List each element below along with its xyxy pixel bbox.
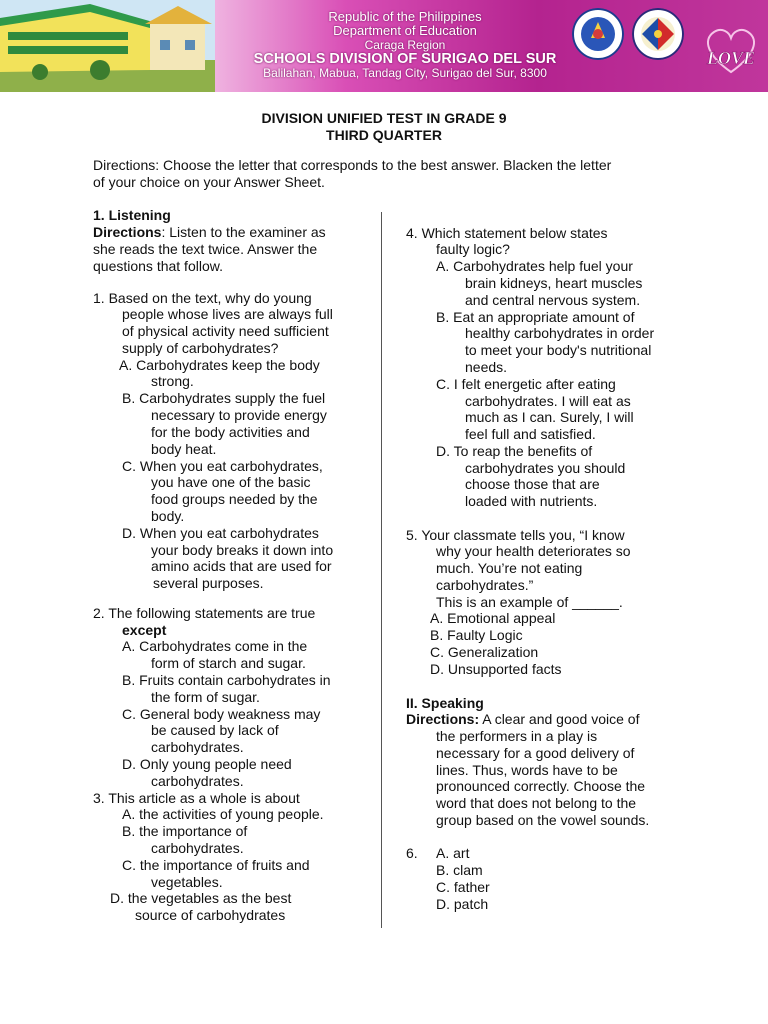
- speaking-directions-text: A clear and good voice of: [479, 711, 640, 727]
- q2-option-b: the form of sugar.: [151, 689, 260, 705]
- q1-option-b: necessary to provide energy: [151, 407, 327, 423]
- q4-option-c: feel full and satisfied.: [465, 426, 596, 442]
- speaking-heading: II. Speaking: [406, 695, 484, 711]
- column-divider: [381, 212, 382, 928]
- q1-option-d: several purposes.: [153, 575, 264, 591]
- speaking-directions-line5: pronounced correctly. Choose the: [436, 778, 646, 794]
- q4-option-d: carbohydrates you should: [465, 460, 626, 476]
- q1-option-c: food groups needed by the: [151, 491, 318, 507]
- header-line-region: Caraga Region: [364, 38, 446, 52]
- q1-stem: 1. Based on the text, why do young: [93, 290, 312, 306]
- q1-option-c: you have one of the basic: [151, 474, 311, 490]
- q2-option-c: C. General body weakness may: [122, 706, 321, 722]
- q5-stem: 5. Your classmate tells you, “I know: [406, 527, 625, 543]
- q4-option-b: B. Eat an appropriate amount of: [436, 309, 635, 325]
- q4-option-b: needs.: [465, 359, 508, 375]
- speaking-directions-line1: [406, 711, 639, 728]
- speaking-directions-line2: the performers in a play is: [436, 728, 598, 744]
- header-line-republic: Republic of the Philippines: [328, 9, 482, 24]
- q5-stem: much. You’re not eating: [436, 560, 583, 576]
- q5-option-b: B. Faulty Logic: [430, 627, 523, 643]
- q5-option-a: A. Emotional appeal: [430, 610, 556, 626]
- speaking-directions-line3: necessary for a good delivery of: [436, 745, 635, 761]
- q3-option-d: D. the vegetables as the best: [110, 890, 292, 906]
- q5-option-d: D. Unsupported facts: [430, 661, 562, 677]
- listening-directions-line2: she reads the text twice. Answer the: [93, 241, 318, 257]
- q1-option-d: amino acids that are used for: [151, 558, 332, 574]
- q3-option-b: B. the importance of: [122, 823, 248, 839]
- q1-option-b: body heat.: [151, 441, 217, 457]
- q2-option-c: be caused by lack of: [151, 722, 279, 738]
- q6-option-d: D. patch: [436, 896, 489, 912]
- deped-seal-icon: [572, 8, 624, 60]
- division-seal-icon: [632, 8, 684, 60]
- q2-stem: 2. The following statements are true: [93, 605, 316, 621]
- header-line-address: Balilahan, Mabua, Tandag City, Surigao del Sur, 8300: [263, 66, 547, 80]
- love-logo-icon: [700, 20, 762, 80]
- q4-stem: 4. Which statement below states: [406, 225, 608, 241]
- directions-text: : Listen to the examiner as: [161, 224, 326, 240]
- listening-directions-line3: questions that follow.: [93, 258, 223, 274]
- header-text: [240, 10, 570, 80]
- listening-directions-line1: [93, 224, 326, 241]
- header-banner: [0, 0, 768, 92]
- q4-option-c: C. I felt energetic after eating: [436, 376, 616, 392]
- q5-stem: carbohydrates.”: [436, 577, 534, 593]
- q1-option-b: for the body activities and: [151, 424, 310, 440]
- q6-option-c: C. father: [436, 879, 490, 895]
- q1-option-d: your body breaks it down into: [151, 542, 334, 558]
- q3-option-c: C. the importance of fruits and: [122, 857, 310, 873]
- q1-option-b: B. Carbohydrates supply the fuel: [122, 390, 326, 406]
- q1-option-c: body.: [151, 508, 185, 524]
- q2-option-d: carbohydrates.: [151, 773, 244, 789]
- q5-stem: why your health deteriorates so: [436, 543, 631, 559]
- q4-option-b: to meet your body's nutritional: [465, 342, 652, 358]
- speaking-directions-label: Directions:: [406, 711, 480, 727]
- q4-option-d: choose those that are: [465, 476, 600, 492]
- q3-stem: 3. This article as a whole is about: [93, 790, 300, 806]
- speaking-directions-line6: word that does not belong to the: [436, 795, 637, 811]
- q2-option-a: form of starch and sugar.: [151, 655, 306, 671]
- speaking-directions-line7: group based on the vowel sounds.: [436, 812, 650, 828]
- q4-option-d: D. To reap the benefits of: [436, 443, 593, 459]
- q1-stem: of physical activity need sufficient: [122, 323, 329, 339]
- school-building-image: [0, 0, 215, 92]
- q2-stem-except: except: [122, 622, 167, 638]
- q6-option-a: A. art: [436, 845, 470, 861]
- q1-option-c: C. When you eat carbohydrates,: [122, 458, 323, 474]
- q6-number: 6.: [406, 845, 418, 861]
- q2-option-b: B. Fruits contain carbohydrates in: [122, 672, 331, 688]
- q5-option-c: C. Generalization: [430, 644, 539, 660]
- q3-option-a: A. the activities of young people.: [122, 806, 324, 822]
- q3-option-b: carbohydrates.: [151, 840, 244, 856]
- listening-heading: 1. Listening: [93, 207, 171, 223]
- q1-stem: people whose lives are always full: [122, 306, 333, 322]
- q4-option-a: A. Carbohydrates help fuel your: [436, 258, 633, 274]
- q4-option-c: much as I can. Surely, I will: [465, 409, 634, 425]
- directions-label: Directions: [93, 224, 162, 240]
- q5-stem: This is an example of ______.: [436, 594, 623, 610]
- q4-option-b: healthy carbohydrates in order: [465, 325, 655, 341]
- q4-option-a: brain kidneys, heart muscles: [465, 275, 643, 291]
- test-subtitle: THIRD QUARTER: [326, 127, 442, 143]
- q3-option-c: vegetables.: [151, 874, 223, 890]
- general-directions-line2: of your choice on your Answer Sheet.: [93, 174, 325, 190]
- q1-stem: supply of carbohydrates?: [122, 340, 279, 356]
- q4-option-d: loaded with nutrients.: [465, 493, 598, 509]
- q1-option-a: A. Carbohydrates keep the body: [119, 357, 320, 373]
- general-directions-line1: Directions: Choose the letter that corresponds to the best answer. Blacken the letter: [93, 157, 612, 173]
- header-line-division: SCHOOLS DIVISION OF SURIGAO DEL SUR: [253, 51, 557, 67]
- love-logo-text: LOVE: [706, 48, 756, 68]
- speaking-directions-line4: lines. Thus, words have to be: [436, 762, 618, 778]
- q3-option-d: source of carbohydrates: [135, 907, 286, 923]
- q1-option-d: D. When you eat carbohydrates: [122, 525, 319, 541]
- q4-option-c: carbohydrates. I will eat as: [465, 393, 631, 409]
- q4-stem: faulty logic?: [436, 241, 510, 257]
- q2-option-a: A. Carbohydrates come in the: [122, 638, 308, 654]
- q6-option-b: B. clam: [436, 862, 483, 878]
- header-line-department: Department of Education: [333, 23, 477, 38]
- q1-option-a: strong.: [151, 373, 194, 389]
- q2-option-c: carbohydrates.: [151, 739, 244, 755]
- test-title: DIVISION UNIFIED TEST IN GRADE 9: [261, 110, 507, 126]
- q4-option-a: and central nervous system.: [465, 292, 641, 308]
- q2-option-d: D. Only young people need: [122, 756, 292, 772]
